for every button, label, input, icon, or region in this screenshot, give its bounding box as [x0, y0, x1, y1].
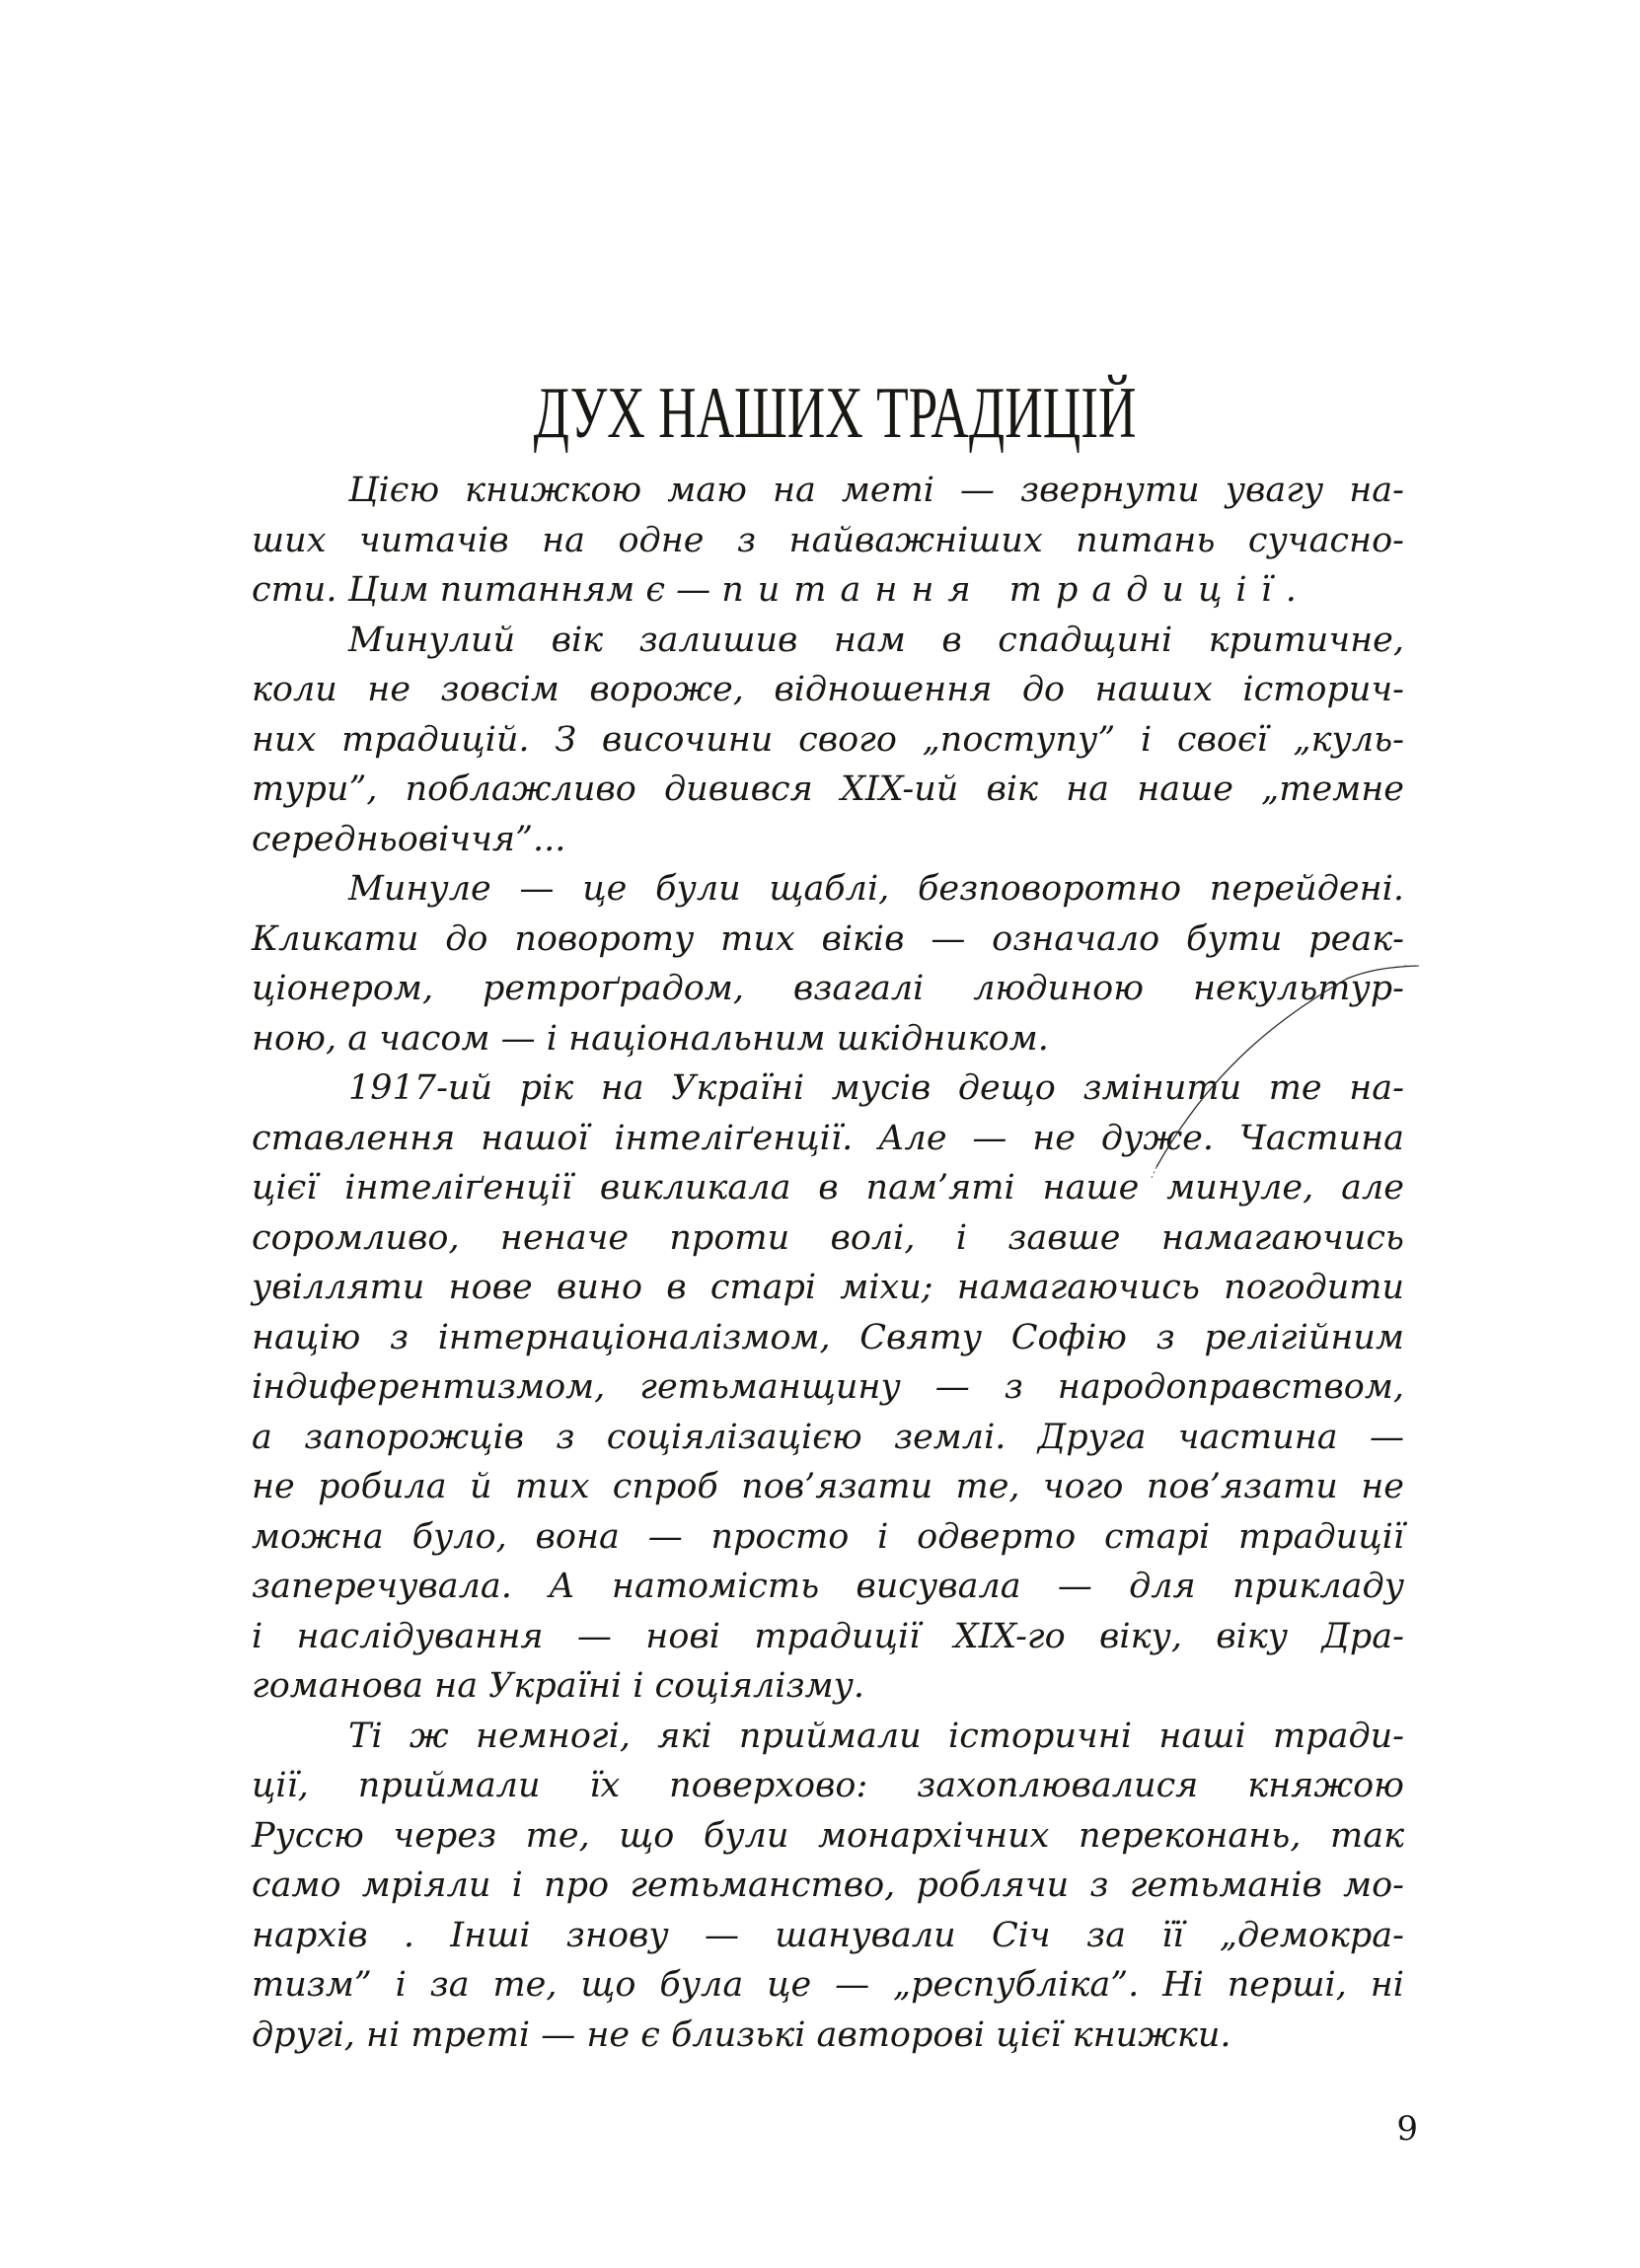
text-line: тури”, поблажливо дивився XIX-ий вік на наше „темне: [252, 769, 1404, 809]
text-line: [252, 565, 1404, 616]
text-line: середньовіччя”...: [252, 819, 566, 859]
text-line: і наслідування — нові традиції XIX-го віку, віку Дра-: [252, 1616, 1404, 1656]
text-line: ставлення нашої інтеліґенції. Але — не дуже. Частина: [252, 1118, 1404, 1158]
text-line: Минулий вік залишив нам в спадщині критичне,: [348, 620, 1404, 660]
emphasized-spaced-text: питання традиції.: [721, 570, 1310, 610]
text-line: не робила й тих спроб пов’язати те, чого пов’язати не: [252, 1467, 1404, 1506]
text-line: 1917-ий рік на Україні мусів дещо змінити те на-: [348, 1068, 1404, 1108]
text-line: Ті ж немногі, які приймали історичні наші тради-: [348, 1716, 1404, 1756]
text-line: можна було, вона — просто і одверто старі традиції: [252, 1516, 1404, 1557]
text-line: нархів . Інші знову — шанували Січ за її „демокра-: [252, 1915, 1404, 1955]
text-fragment: сти. Цим питанням є —: [252, 570, 722, 610]
text-line: Кликати до повороту тих віків — означало бути реак-: [252, 918, 1404, 959]
text-line: гоманова на Україні і соціялізму.: [252, 1666, 865, 1706]
text-line: цієї інтеліґенції викликала в пам’яті наше минуле, але: [252, 1168, 1404, 1207]
text-line: Минуле — це були щаблі, безповоротно перейдені.: [348, 869, 1404, 909]
text-line: ції, приймали їх поверхово: захоплювалися княжою: [252, 1766, 1404, 1805]
text-line: соромливо, неначе проти волі, і завше намагаючись: [252, 1217, 1404, 1258]
text-line: заперечувала. А натомість висувала — для прикладу: [252, 1567, 1404, 1606]
text-line: них традицій. З височини свого „поступу” і своєї „куль-: [252, 719, 1404, 760]
text-line: другі, ні треті — не є близькі авторові цієї книжки.: [252, 2014, 1231, 2055]
text-line: індиферентизмом, гетьманщину — з народоправством,: [252, 1367, 1404, 1407]
body-text: [252, 466, 1404, 2060]
text-line: коли не зовсім вороже, відношення до наших історич-: [252, 670, 1404, 709]
text-line: Цією книжкою маю на меті — звернути увагу на-: [348, 471, 1404, 510]
text-line: а запорожців з соціялізацією землі. Друга частина —: [252, 1417, 1404, 1457]
text-line: само мріяли і про гетьманство, роблячи з гетьманів мо-: [252, 1866, 1404, 1905]
text-line: тизм” і за те, що була це — „республіка”. Ні перші, ні: [252, 1965, 1404, 2005]
text-line: ших читачів на одне з найважніших питань сучасно-: [252, 520, 1404, 560]
text-line: ціонером, ретроґрадом, взагалі людиною некультур-: [252, 969, 1404, 1008]
chapter-title: ДУХ НАШИХ ТРАДИЦІЙ: [533, 372, 1137, 454]
text-line: націю з інтернаціоналізмом, Святу Софію з релігійним: [252, 1317, 1404, 1357]
text-line: Руссю через те, що були монархічних переконань, так: [252, 1815, 1404, 1856]
text-line: ною, а часом — і національним шкідником.: [252, 1018, 1049, 1059]
text-line: увілляти нове вино в старі міхи; намагаючись погодити: [252, 1268, 1404, 1307]
page-number: 9: [1396, 2109, 1418, 2149]
